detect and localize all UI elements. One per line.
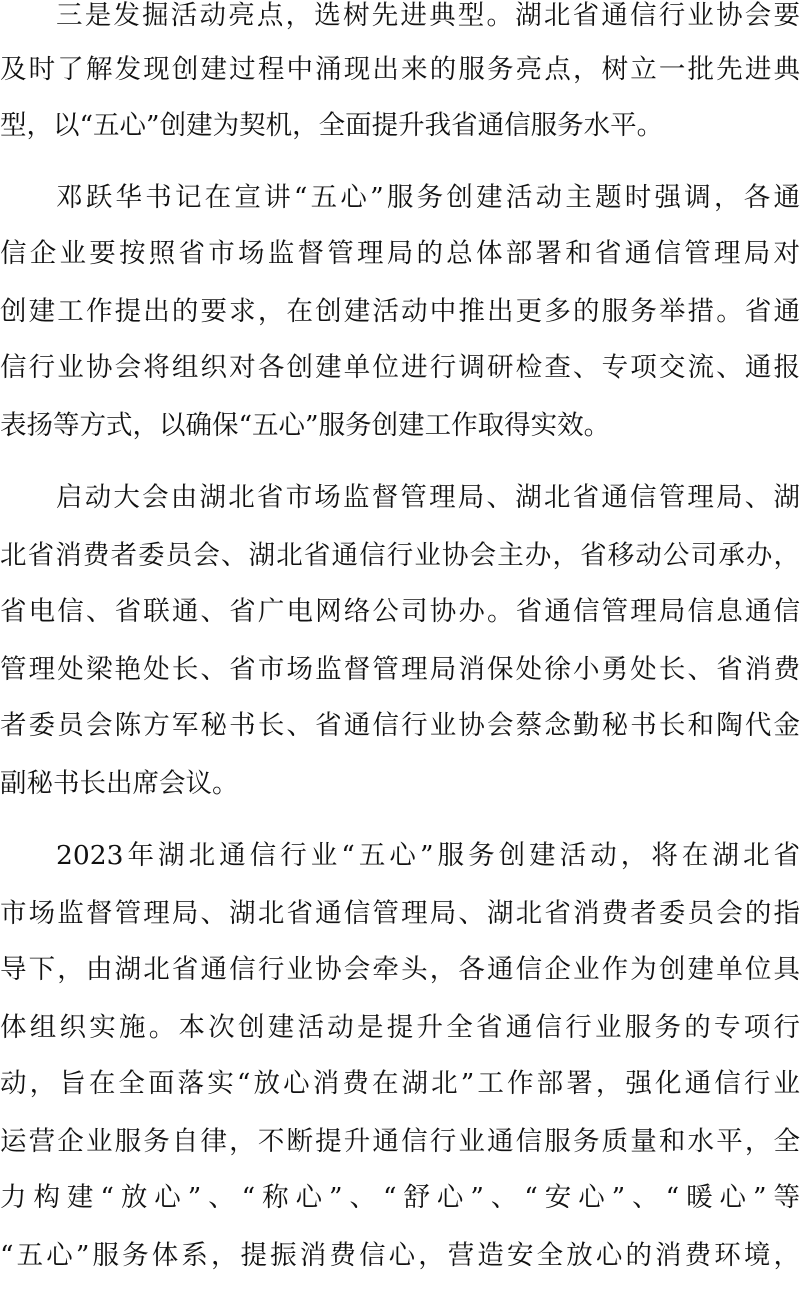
paragraph-4-line-2: 市场监督管理局、湖北省通信管理局、湖北省消费者委员会的指 <box>0 898 800 929</box>
paragraph-4-line-5: 动，旨在全面落实“放心消费在湖北”工作部署，强化通信行业 <box>0 1068 800 1099</box>
paragraph-4-line-1: 2023年湖北通信行业“五心”服务创建活动，将在湖北省 <box>56 840 800 871</box>
paragraph-3-line-1: 启动大会由湖北省市场监督管理局、湖北省通信管理局、湖 <box>56 482 800 513</box>
paragraph-4-line-4: 体组织实施。本次创建活动是提升全省通信行业服务的专项行 <box>0 1012 800 1043</box>
paragraph-1-line-3: 型，以“五心”创建为契机，全面提升我省通信服务水平。 <box>0 110 664 141</box>
paragraph-2-line-4: 信行业协会将组织对各创建单位进行调研检查、专项交流、通报 <box>0 352 800 383</box>
paragraph-2-line-2: 信企业要按照省市场监督管理局的总体部署和省通信管理局对 <box>0 238 800 269</box>
paragraph-3-line-6: 副秘书长出席会议。 <box>0 768 239 799</box>
paragraph-1-line-1: 三是发掘活动亮点，选树先进典型。湖北省通信行业协会要 <box>56 0 800 31</box>
paragraph-3-line-3: 省电信、省联通、省广电网络公司协办。省通信管理局信息通信 <box>0 596 800 627</box>
paragraph-4-line-3: 导下，由湖北省通信行业协会牵头，各通信企业作为创建单位具 <box>0 954 800 985</box>
paragraph-3-line-2: 北省消费者委员会、湖北省通信行业协会主办，省移动公司承办， <box>0 540 800 571</box>
paragraph-4-line-8: “五心”服务体系，提振消费信心，营造安全放心的消费环境， <box>0 1240 800 1271</box>
paragraph-1-line-2: 及时了解发现创建过程中涌现出来的服务亮点，树立一批先进典 <box>0 54 800 85</box>
paragraph-2-line-3: 创建工作提出的要求，在创建活动中推出更多的服务举措。省通 <box>0 296 800 327</box>
paragraph-3-line-4: 管理处梁艳处长、省市场监督管理局消保处徐小勇处长、省消费 <box>0 654 800 685</box>
paragraph-3-line-5: 者委员会陈方军秘书长、省通信行业协会蔡念勤秘书长和陶代金 <box>0 710 800 741</box>
paragraph-4-line-7: 力构建“放心”、“称心”、“舒心”、“安心”、“暖心”等 <box>0 1182 800 1213</box>
paragraph-2-line-1: 邓跃华书记在宣讲“五心”服务创建活动主题时强调，各通 <box>56 182 800 213</box>
paragraph-2-line-5: 表扬等方式，以确保“五心”服务创建工作取得实效。 <box>0 410 611 441</box>
paragraph-4-line-6: 运营企业服务自律，不断提升通信行业通信服务质量和水平，全 <box>0 1126 800 1157</box>
